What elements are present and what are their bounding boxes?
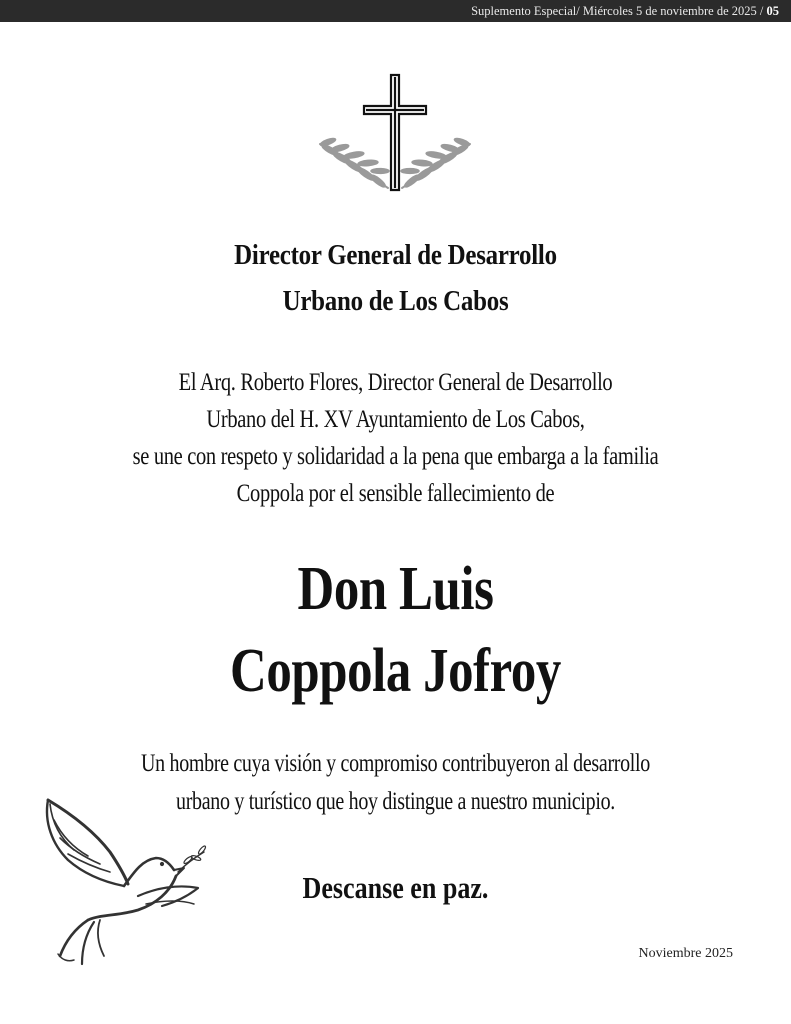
condolence-body [71,364,720,512]
page-number: 05 [766,4,779,18]
title-line-1: Director General de Desarrollo [234,239,557,271]
right-olive-branch-icon [401,137,470,189]
tribute-line-1: Un hombre cuya visión y compromiso contribuyeron al desarrollo [141,750,650,777]
header-supplement-date: Suplemento Especial/ Miércoles 5 de noviembre de 2025 / [471,4,764,18]
title-line-2: Urbano de Los Cabos [282,285,509,317]
notice-date: Noviembre 2025 [638,946,733,961]
header-text [471,3,779,19]
deceased-name [71,548,720,712]
closing-phrase: Descanse en paz. [302,870,489,905]
body-line-3: se une con respeto y solidaridad a la pena que embarga a la familia [132,443,659,470]
body-line-4: Coppola por el sensible fallecimiento de [236,480,555,507]
body-line-2: Urbano del H. XV Ayuntamiento de Los Cabos, [206,406,585,433]
dove-with-olive-branch-icon [38,792,218,970]
deceased-name-line-2: Coppola Jofroy [230,637,561,705]
deceased-name-line-1: Don Luis [297,555,494,623]
body-line-1: El Arq. Roberto Flores, Director General de Desarrollo [178,369,613,396]
cross-with-olive-branches-icon [316,72,474,194]
notice-title [55,232,735,324]
top-header-bar [0,0,791,22]
tribute-line-2: urbano y turístico que hoy distingue a nuestro municipio. [176,788,615,815]
left-olive-branch-icon [320,137,389,189]
